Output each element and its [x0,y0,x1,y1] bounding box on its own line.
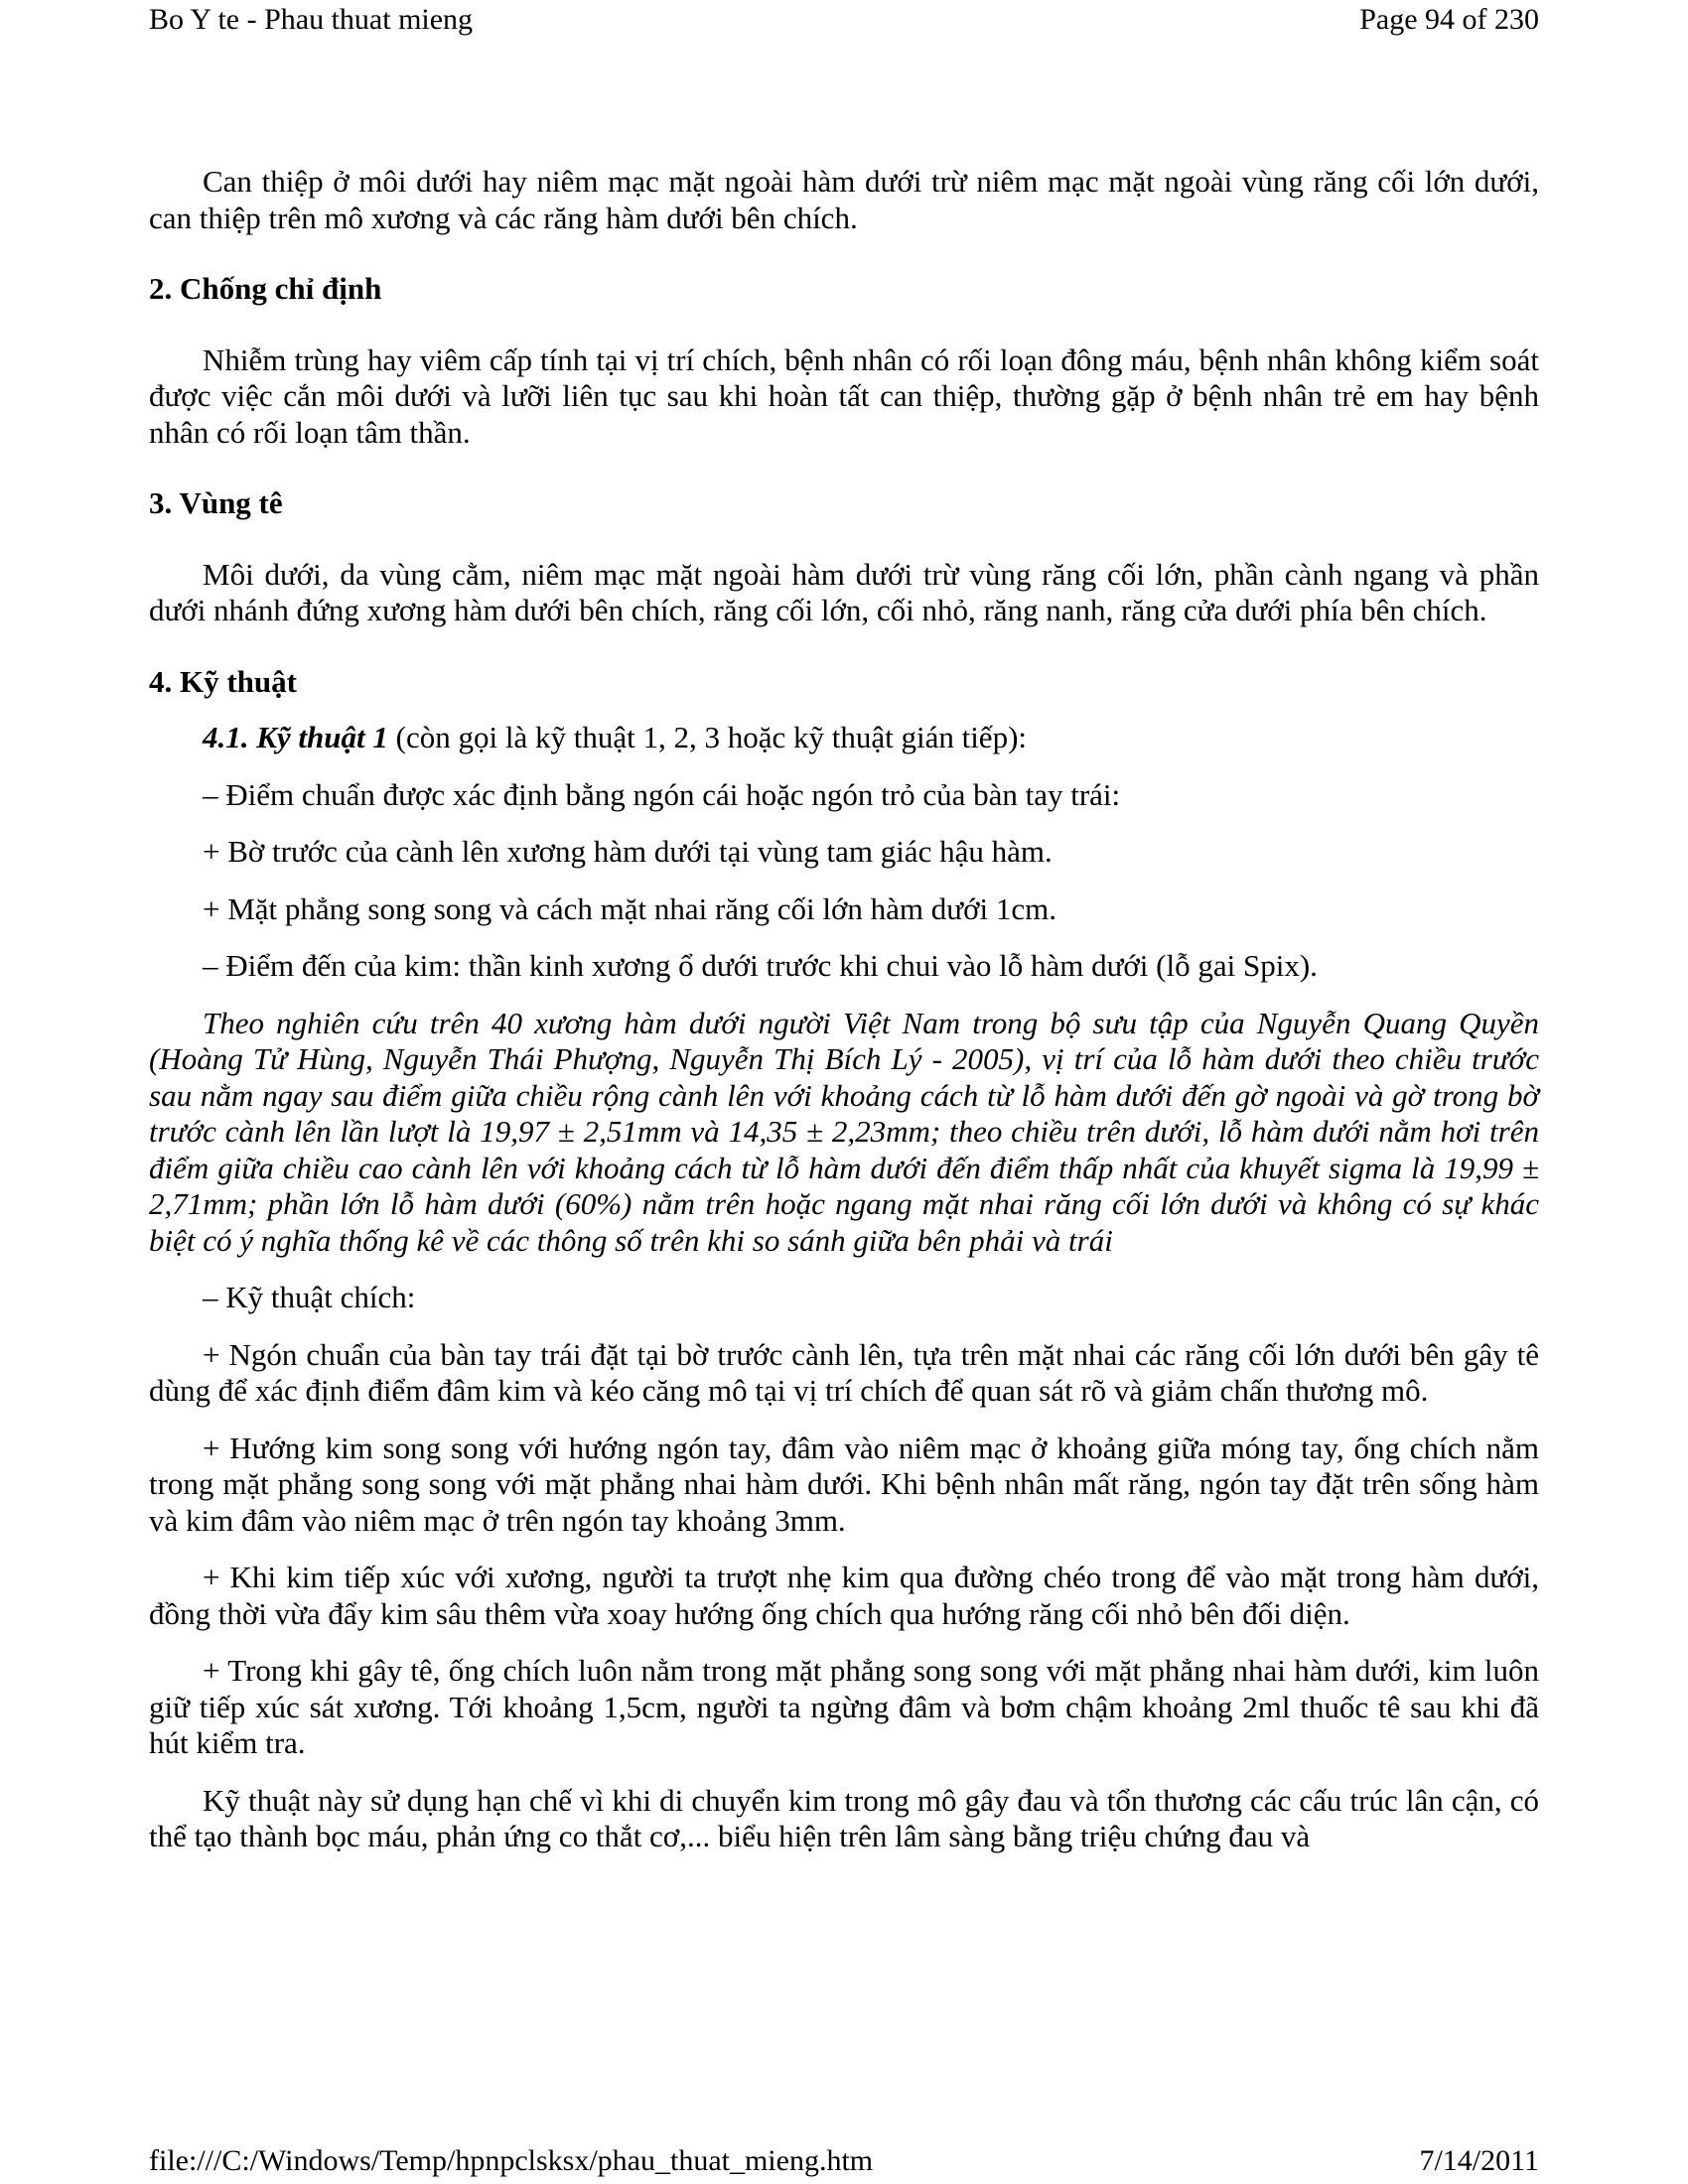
paragraph-research-note: Theo nghiên cứu trên 40 xương hàm dưới người Việt Nam trong bộ sưu tập của Nguyễn Quang Quyền (Hoàng Tử Hùng, Nguyễn Thái Phượng, Nguyễn Thị Bích Lý - 2005), vị trí của lỗ hàm dưới theo chiều trước sau nằm ngay sau điểm giữa chiều rộng cành lên với khoảng cách từ lỗ hàm dưới đến gờ ngoài và gờ trong bờ trước cành lên lần lượt là 19,97 ± 2,51mm và 14,35 ± 2,23mm; theo chiều trên dưới, lỗ hàm dưới nằm hơi trên điểm giữa chiều cao cành lên với khoảng cách từ lỗ hàm dưới đến điểm thấp nhất của khuyết sigma là 19,99 ± 2,71mm; phần lớn lỗ hàm dưới (60%) nằm trên hoặc ngang mặt nhai răng cối lớn dưới và không có sự khác biệt có ý nghĩa thống kê về các thông số trên khi so sánh giữa bên phải và trái [149,1005,1539,1258]
page-number: Page 94 of 230 [1359,3,1539,36]
paragraph-step-bone-contact: + Khi kim tiếp xúc với xương, người ta trượt nhẹ kim qua đường chéo trong để vào mặt trong hàm dưới, đồng thời vừa đẩy kim sâu thêm vừa xoay hướng ống chích qua hướng răng cối nhỏ bên đối diện. [149,1560,1539,1631]
list-item-anterior-border: + Bờ trước của cành lên xương hàm dưới tại vùng tam giác hậu hàm. [203,834,1053,869]
document-body [149,164,1539,1855]
paragraph-limitations: Kỹ thuật này sử dụng hạn chế vì khi di chuyển kim trong mô gây đau và tổn thương các cấu trúc lân cận, có thể tạo thành bọc máu, phản ứng co thắt cơ,... biểu hiện trên lâm sàng bằng triệu chứng đau và [149,1782,1539,1853]
heading-anesthesia-zone: 3. Vùng tê [149,485,283,520]
heading-contraindication: 2. Chống chỉ định [149,271,382,306]
list-item-needle-target: – Điểm đến của kim: thần kinh xương ổ dưới trước khi chui vào lỗ hàm dưới (lỗ gai Spix). [203,948,1318,983]
heading-technique: 4. Kỹ thuật [149,663,297,699]
document-title: Bo Y te - Phau thuat mieng [149,3,474,36]
subheading-technique-1-desc: (còn gọi là kỹ thuật 1, 2, 3 hoặc kỹ thuật gián tiếp): [387,720,1028,754]
subheading-technique-1 [149,720,1539,756]
page-footer [149,2141,1539,2181]
file-path: file:///C:/Windows/Temp/hpnpclsksx/phau_thuat_mieng.htm [149,2144,874,2177]
subheading-technique-1-title: 4.1. Kỹ thuật 1 [203,720,388,754]
paragraph-step-injection: + Trong khi gây tê, ống chích luôn nằm trong mặt phẳng song song với mặt phẳng nhai hàm dưới, kim luôn giữ tiếp xúc sát xương. Tới khoảng 1,5cm, người ta ngừng đâm và bơm chậm khoảng 2ml thuốc tê sau khi đã hút kiểm tra. [149,1653,1539,1760]
paragraph-step-needle-direction: + Hướng kim song song với hướng ngón tay, đâm vào niêm mạc ở khoảng giữa móng tay, ống chích nằm trong mặt phẳng song song với mặt phẳng nhai hàm dưới. Khi bệnh nhân mất răng, ngón tay đặt trên sống hàm và kim đâm vào niêm mạc ở trên ngón tay khoảng 3mm. [149,1430,1539,1538]
paragraph-anesthesia-zone: Môi dưới, da vùng cằm, niêm mạc mặt ngoài hàm dưới trừ vùng răng cối lớn, phần cành ngang và phần dưới nhánh đứng xương hàm dưới bên chích, răng cối lớn, cối nhỏ, răng nanh, răng cửa dưới phía bên chích. [149,556,1539,627]
list-item-parallel-plane: + Mặt phẳng song song và cách mặt nhai răng cối lớn hàm dưới 1cm. [203,890,1056,926]
list-item-reference-point: – Điểm chuẩn được xác định bằng ngón cái hoặc ngón trỏ của bàn tay trái: [203,776,1121,812]
page-header [149,0,1539,40]
list-item-injection-technique: – Kỹ thuật chích: [203,1280,416,1314]
paragraph-step-finger: + Ngón chuẩn của bàn tay trái đặt tại bờ trước cành lên, tựa trên mặt nhai các răng cối lớn dưới bên gây tê dùng để xác định điểm đâm kim và kéo căng mô tại vị trí chích để quan sát rõ và giảm chấn thương mô. [149,1336,1539,1408]
print-date: 7/14/2011 [1419,2144,1539,2177]
paragraph-indication: Can thiệp ở môi dưới hay niêm mạc mặt ngoài hàm dưới trừ niêm mạc mặt ngoài vùng răng cối lớn dưới, can thiệp trên mô xương và các răng hàm dưới bên chích. [149,164,1539,235]
paragraph-contraindication: Nhiễm trùng hay viêm cấp tính tại vị trí chích, bệnh nhân có rối loạn đông máu, bệnh nhân không kiểm soát được việc cắn môi dưới và lưỡi liên tục sau khi hoàn tất can thiệp, thường gặp ở bệnh nhân trẻ em hay bệnh nhân có rối loạn tâm thần. [149,341,1539,450]
